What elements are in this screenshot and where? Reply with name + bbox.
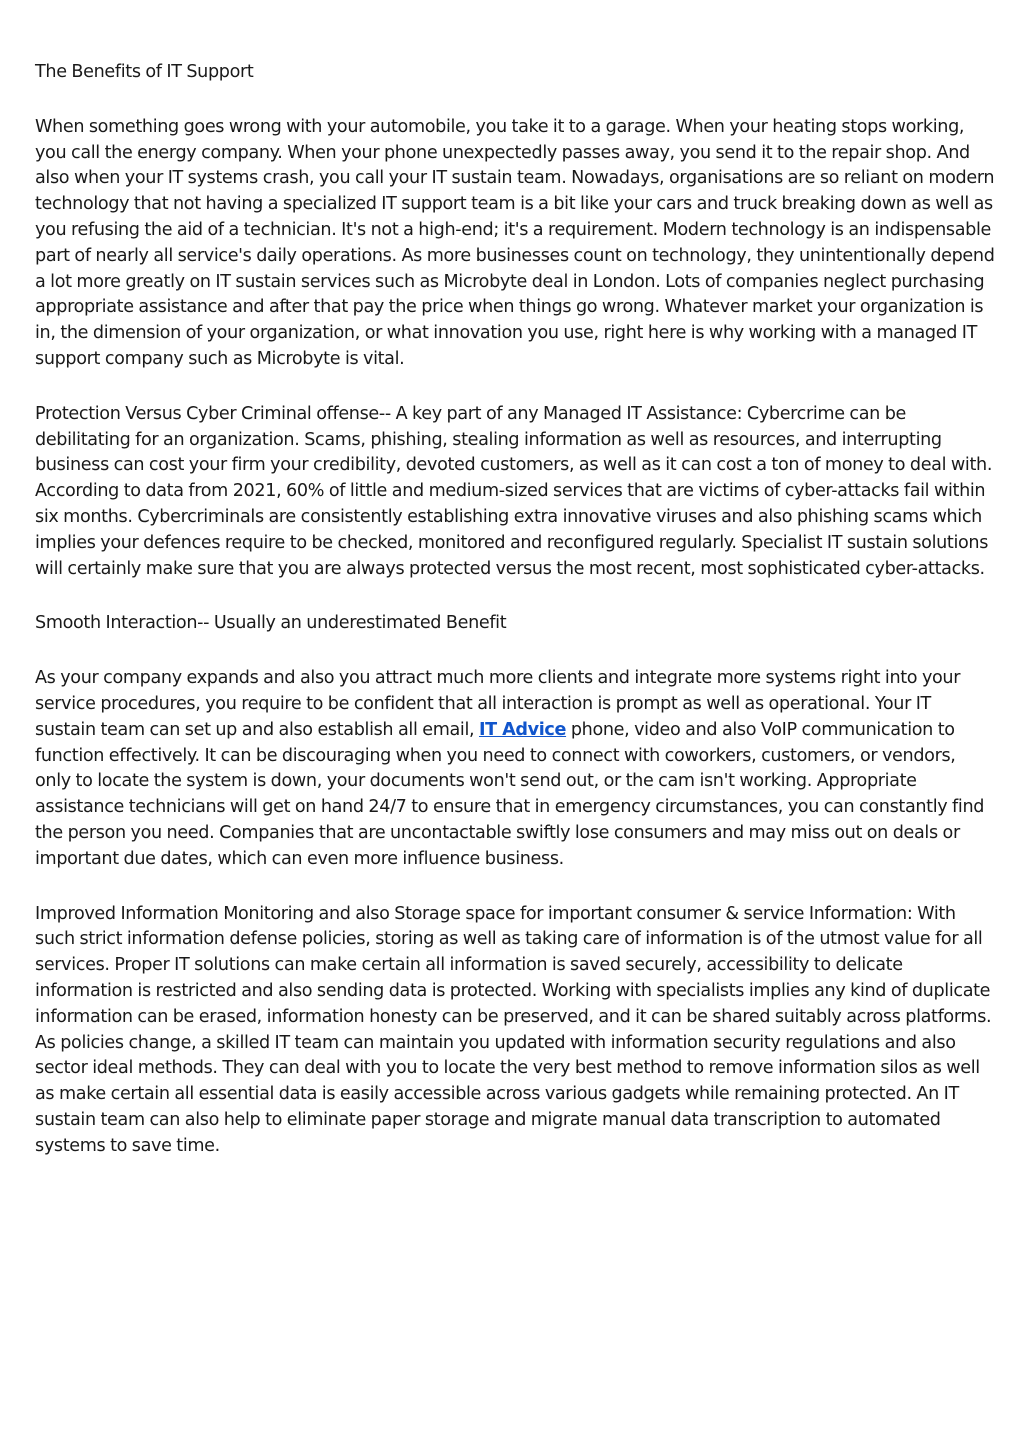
paragraph-interaction-text-after: phone, video and also VoIP communication to function effectively. It can be discouraging when you need to connect with coworkers, customers, or vendors, only to locate the system is down, your documents won't send out, or the cam isn't working. Appropriate assistance technicians will get on hand 24/7 to ensure that in emergency circumstances, you can constantly find the person you need. Companies that are uncontactable swiftly lose consumers and may miss out on deals or important due dates, which can even more influence business. <box>35 719 985 869</box>
paragraph-information-monitoring: Improved Information Monitoring and also Storage space for important consumer & service Information: With such strict information defense policies, storing as well as taking care of information is of the utmost value for all services. Proper IT solutions can make certain all information is saved securely, accessibility to delicate information is restricted and also sending data is protected. Working with specialists implies any kind of duplicate information can be erased, information honesty can be preserved, and it can be shared suitably across platforms. As policies change, a skilled IT team can maintain you updated with information security regulations and also sector ideal methods. They can deal with you to locate the very best method to remove information silos as well as make certain all essential data is easily accessible across various gadgets while remaining protected. An IT sustain team can also help to eliminate paper storage and migrate manual data transcription to automated systems to save time. <box>35 903 992 1156</box>
document-title: The Benefits of IT Support <box>35 62 254 82</box>
paragraph-interaction <box>35 666 995 872</box>
paragraph-cyber-crime: Protection Versus Cyber Criminal offense-- A key part of any Managed IT Assistance: Cybercrime can be debilitating for an organization. Scams, phishing, stealing information as well as resources, and interrupting business can cost your firm your credibility, devoted customers, as well as it can cost a ton of money to deal with. According to data from 2021, 60% of little and medium-sized services that are victims of cyber-attacks fail within six months. Cybercriminals are consistently establishing extra innovative viruses and also phishing scams which implies your defences require to be checked, monitored and reconfigured regularly. Specialist IT sustain solutions will certainly make sure that you are always protected versus the most recent, most sophisticated cyber-attacks. <box>35 403 993 579</box>
it-advice-link[interactable]: IT Advice <box>478 719 567 740</box>
paragraph-intro: When something goes wrong with your automobile, you take it to a garage. When your heating stops working, you call the energy company. When your phone unexpectedly passes away, you send it to the repair shop. And also when your IT systems crash, you call your IT sustain team. Nowadays, organisations are so reliant on modern technology that not having a specialized IT support team is a bit like your cars and truck breaking down as well as you refusing the aid of a technician. It's not a high-end; it's a requirement. Modern technology is an indispensable part of nearly all service's daily operations. As more businesses count on technology, they unintentionally depend a lot more greatly on IT sustain services such as Microbyte deal in London. Lots of companies neglect purchasing appropriate assistance and after that pay the price when things go wrong. Whatever market your organization is in, the dimension of your organization, or what innovation you use, right here is why working with a managed IT support company such as Microbyte is vital. <box>35 116 995 369</box>
document-body <box>35 60 995 1188</box>
section-heading-interaction: Smooth Interaction-- Usually an underestimated Benefit <box>35 613 507 634</box>
paragraph-interaction-text-before: As your company expands and also you attract much more clients and integrate more systems right into your service procedures, you require to be confident that all interaction is prompt as well as operational. Your IT sustain team can set up and also establish all email, <box>35 668 961 740</box>
